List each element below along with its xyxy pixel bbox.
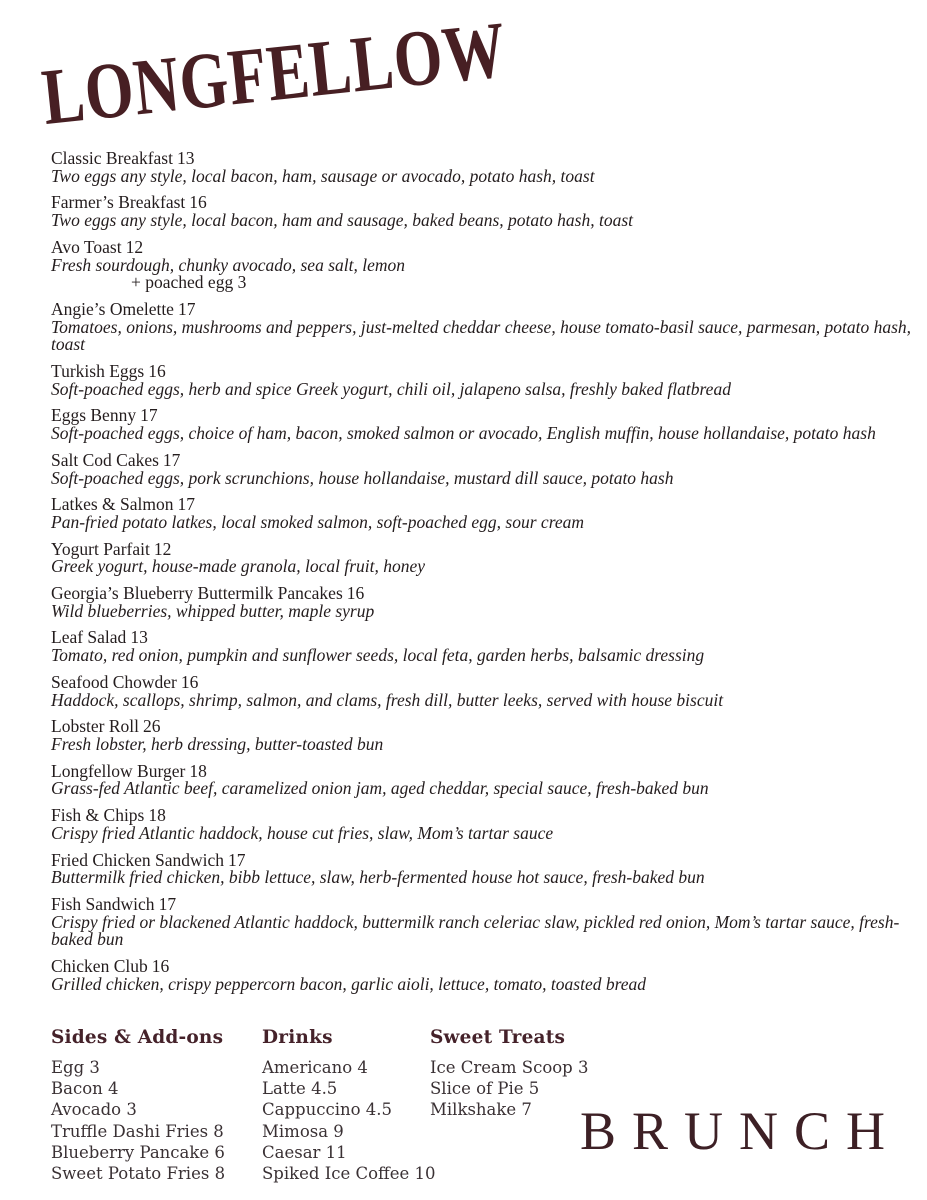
menu-item xyxy=(51,236,917,293)
menu-item-price: 13 xyxy=(130,627,148,648)
menu-line-item: Spiked Ice Coffee 10 xyxy=(262,1164,436,1184)
menu-item-price: 18 xyxy=(189,760,207,781)
menu-item-description: Two eggs any style, local bacon, ham, sausage or avocado, potato hash, toast xyxy=(51,165,595,186)
menu-item-description: Soft-poached eggs, choice of ham, bacon, smoked salmon or avocado, English muffin, house hollandaise, potato hash xyxy=(51,423,876,444)
menu-line-item: Slice of Pie 5 xyxy=(430,1079,540,1099)
menu-line-item: Mimosa 9 xyxy=(262,1121,344,1141)
menu-line-item: Blueberry Pancake 6 xyxy=(51,1142,225,1162)
menu-item-description: Tomato, red onion, pumpkin and sunflower seeds, local feta, garden herbs, balsamic dressing xyxy=(51,645,705,666)
menu-item-name: Latkes & Salmon xyxy=(51,494,174,515)
menu-item-name-line xyxy=(51,236,917,257)
brunch-title: BRUNCH xyxy=(579,1101,901,1161)
menu-item-description: Pan-fried potato latkes, local smoked salmon, soft-poached egg, sour cream xyxy=(51,511,585,532)
menu-line-item: Americano 4 xyxy=(262,1058,368,1077)
menu-line-item: Truffle Dashi Fries 8 xyxy=(51,1121,224,1141)
menu-line-item: Egg 3 xyxy=(51,1058,100,1077)
menu-item-description: Grass-fed Atlantic beef, caramelized onion jam, aged cheddar, special sauce, fresh-baked bun xyxy=(51,778,709,799)
menu-item-price: 16 xyxy=(346,583,365,604)
menu-item-price: 17 xyxy=(140,405,158,426)
menu-item-name-line xyxy=(51,893,917,914)
bottom-section-column xyxy=(262,1026,436,1184)
bottom-section-column xyxy=(51,1026,262,1184)
bottom-section-column xyxy=(430,1026,589,1121)
menu-item-price: 16 xyxy=(180,671,199,692)
menu-item xyxy=(51,363,917,398)
bottom-section-header: Sweet Treats xyxy=(430,1027,566,1048)
menu-item-price: 16 xyxy=(148,361,166,382)
menu-item-name: Avo Toast xyxy=(51,236,122,257)
menu-line-item: Bacon 4 xyxy=(51,1079,119,1099)
menu-item-name: Longfellow Burger xyxy=(51,760,186,781)
menu-item xyxy=(51,671,917,710)
menu-item-name: Classic Breakfast xyxy=(51,148,173,168)
menu-item-name: Chicken Club xyxy=(51,956,148,977)
bottom-section-header: Drinks xyxy=(262,1027,333,1048)
menu-item xyxy=(51,718,917,753)
menu-item-description: Wild blueberries, whipped butter, maple syrup xyxy=(51,600,375,621)
menu-item-name: Seafood Chowder xyxy=(51,671,177,692)
menu-item-name-line xyxy=(51,671,917,692)
menu-item-description: Greek yogurt, house-made granola, local fruit, honey xyxy=(51,556,426,577)
menu-item-description: Soft-poached eggs, pork scrunchions, house hollandaise, mustard dill sauce, potato hash xyxy=(51,467,674,488)
menu-item-price: 16 xyxy=(151,956,170,977)
menu-item xyxy=(51,194,917,229)
menu-item xyxy=(51,958,917,993)
menu-item xyxy=(51,629,917,664)
menu-item-name: Farmer’s Breakfast xyxy=(51,192,186,213)
menu-item xyxy=(51,538,917,577)
bottom-section-items xyxy=(51,1057,262,1184)
menu-item-description: Soft-poached eggs, herb and spice Greek yogurt, chili oil, jalapeno salsa, freshly baked flatbread xyxy=(51,378,731,399)
menu-item-price: 18 xyxy=(148,805,166,826)
menu-line-item: Latte 4.5 xyxy=(262,1079,338,1099)
menu-item-description: Fresh lobster, herb dressing, butter-toasted bun xyxy=(51,733,384,754)
menu-line-item: Cappuccino 4.5 xyxy=(262,1100,393,1120)
menu-item-description: Fresh sourdough, chunky avocado, sea salt, lemon xyxy=(51,254,405,275)
menu-item-price: 17 xyxy=(177,494,195,515)
menu-item-price: 16 xyxy=(189,192,207,213)
menu-item-price: 26 xyxy=(142,716,161,737)
menu-item-name: Georgia’s Blueberry Buttermilk Pancakes xyxy=(51,583,343,604)
menu-line-item: Milkshake 7 xyxy=(430,1100,532,1120)
menu-item-price: 12 xyxy=(125,236,144,257)
menu-item-description: Crispy fried Atlantic haddock, house cut fries, slaw, Mom’s tartar sauce xyxy=(51,822,554,843)
menu-item-description: Two eggs any style, local bacon, ham and sausage, baked beans, potato hash, toast xyxy=(51,210,633,231)
menu-line-item: Caesar 11 xyxy=(262,1142,347,1162)
menu-items-list xyxy=(51,150,917,1002)
menu-item-name: Yogurt Parfait xyxy=(51,538,150,559)
restaurant-logo: LONGFELLOW xyxy=(38,5,511,142)
menu-item-description: Grilled chicken, crispy peppercorn bacon, garlic aioli, lettuce, tomato, toasted bread xyxy=(51,973,647,994)
menu-item-price: 17 xyxy=(162,449,181,470)
menu-item-name: Fish Sandwich xyxy=(51,893,155,914)
menu-item-name: Fried Chicken Sandwich xyxy=(51,849,225,870)
menu-item-description: Crispy fried or blackened Atlantic haddock, buttermilk ranch celeriac slaw, pickled red onion, Mom’s tartar sauce, fresh-baked bun xyxy=(51,911,900,950)
menu-item-name: Salt Cod Cakes xyxy=(51,449,159,470)
menu-item-name: Fish & Chips xyxy=(51,805,145,826)
menu-item-name: Angie’s Omelette xyxy=(51,298,174,319)
menu-line-item: Avocado 3 xyxy=(51,1100,137,1120)
menu-item-price: 17 xyxy=(158,893,177,914)
bottom-section-header: Sides & Add-ons xyxy=(51,1027,224,1048)
menu-item-addon: + poached egg 3 xyxy=(131,272,247,293)
menu-item-name-line xyxy=(51,298,917,319)
menu-item xyxy=(51,760,917,799)
menu-item xyxy=(51,807,917,842)
menu-item xyxy=(51,893,917,950)
menu-item-name: Turkish Eggs xyxy=(51,361,145,382)
menu-line-item: Ice Cream Scoop 3 xyxy=(430,1058,589,1077)
menu-item-price: 17 xyxy=(177,298,196,319)
menu-item xyxy=(51,496,917,531)
menu-item-description: Haddock, scallops, shrimp, salmon, and clams, fresh dill, butter leeks, served with house biscuit xyxy=(51,689,724,710)
menu-item xyxy=(51,449,917,488)
menu-item-name: Leaf Salad xyxy=(51,627,127,648)
menu-item xyxy=(51,298,917,355)
bottom-section-items xyxy=(430,1057,589,1121)
menu-item-description: Buttermilk fried chicken, bibb lettuce, slaw, herb-fermented house hot sauce, fresh-baked bun xyxy=(51,867,705,888)
menu-item-price: 13 xyxy=(176,148,195,168)
menu-item xyxy=(51,407,917,442)
menu-item xyxy=(51,150,917,185)
menu-item-name: Lobster Roll xyxy=(51,716,139,737)
menu-item-name: Eggs Benny xyxy=(51,405,137,426)
menu-item-price: 12 xyxy=(153,538,172,559)
menu-item-price: 17 xyxy=(228,849,246,870)
bottom-sections xyxy=(51,1026,589,1184)
menu-item xyxy=(51,585,917,620)
menu-item-description: Tomatoes, onions, mushrooms and peppers, just-melted cheddar cheese, house tomato-basil sauce, parmesan, potato hash, toast xyxy=(51,316,912,355)
menu-item xyxy=(51,849,917,888)
bottom-section-items xyxy=(262,1057,436,1184)
menu-line-item: Sweet Potato Fries 8 xyxy=(51,1164,226,1184)
menu-item-name-line xyxy=(51,449,917,470)
